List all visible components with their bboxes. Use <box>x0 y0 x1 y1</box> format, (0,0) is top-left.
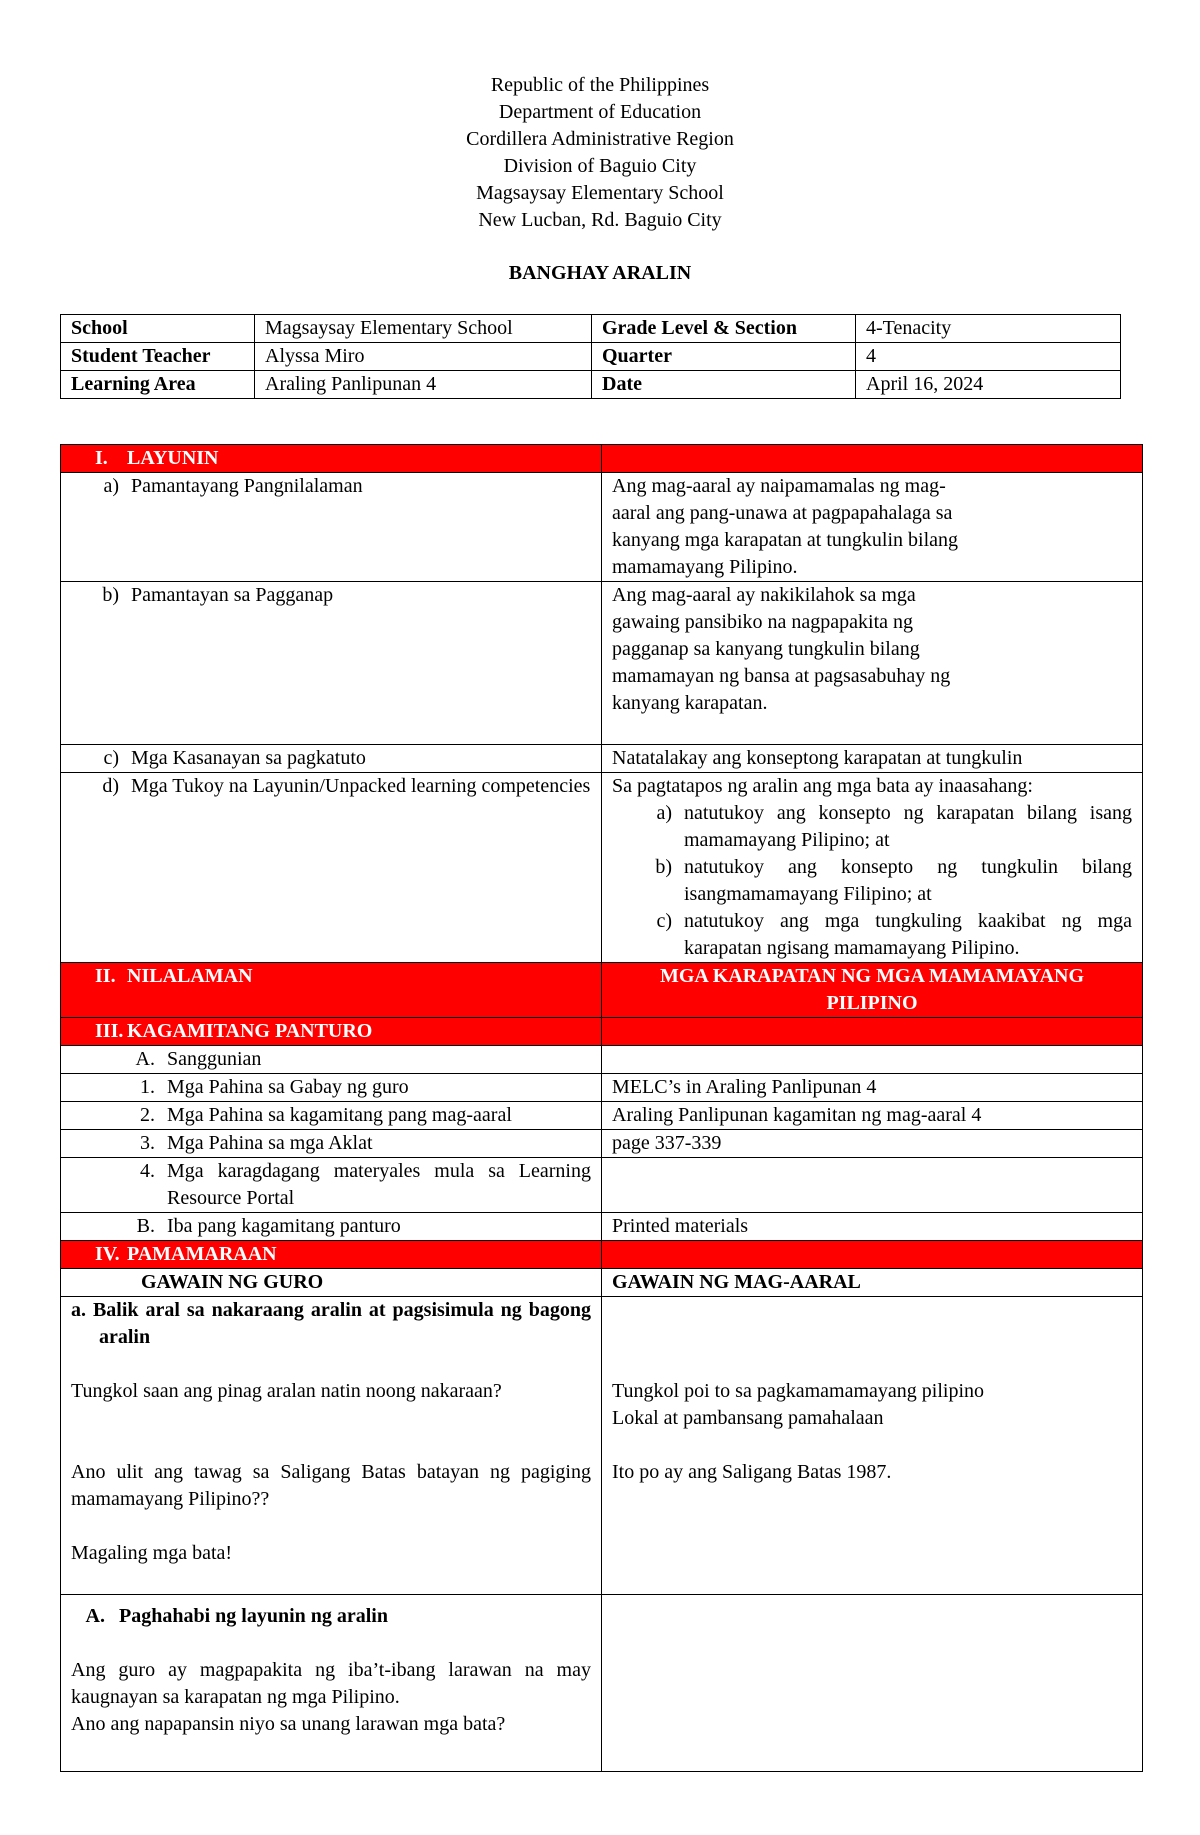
kagamitan-row <box>61 1130 1143 1158</box>
item-value: Araling Panlipunan kagamitan ng mag-aaral 4 <box>602 1102 1143 1130</box>
content-line: aaral ang pang-unawa at pagpapahalaga sa <box>612 502 953 524</box>
kagamitan-row <box>61 1074 1143 1102</box>
item-number: c) <box>103 747 119 769</box>
column-headers <box>61 1269 1143 1297</box>
item-value <box>602 1158 1143 1213</box>
layunin-row-a <box>61 473 1143 582</box>
paghahabi-row <box>61 1595 1143 1772</box>
item-number: A. <box>135 1048 155 1070</box>
school-label: School <box>61 315 255 343</box>
header-line-division: Division of Baguio City <box>503 155 697 177</box>
area-label: Learning Area <box>61 371 255 399</box>
objective-item: b) natutukoy ang konsepto ng tungkulin bilang isangmamamayang Filipino; at <box>655 856 1132 905</box>
info-row <box>61 315 1121 343</box>
balik-aral-title: a. Balik aral sa nakaraang aralin at pagsisimula ng bagong aralin <box>71 1299 591 1348</box>
layunin-row-d <box>61 773 1143 963</box>
objective-item: c) natutukoy ang mga tungkuling kaakibat ng mga karapatan ngisang mamamayang Pilipino. <box>656 910 1132 959</box>
lesson-plan-table <box>60 444 1143 1772</box>
header-line-school: Magsaysay Elementary School <box>476 182 724 204</box>
section-header-layunin <box>61 445 1143 473</box>
item-number: a) <box>103 475 119 497</box>
item-number: 1. <box>140 1076 155 1098</box>
grade-label: Grade Level & Section <box>592 315 856 343</box>
header-line-republic: Republic of the Philippines <box>490 74 710 96</box>
section-title: KAGAMITANG PANTURO <box>127 1020 373 1042</box>
teacher-label: Student Teacher <box>61 343 255 371</box>
section-value: MGA KARAPATAN NG MGA MAMAMAYANG PILIPINO <box>602 963 1143 1018</box>
item-value: Printed materials <box>602 1213 1143 1241</box>
content-line: mamamayang Pilipino. <box>612 556 798 578</box>
objective-item: a) natutukoy ang konsepto ng karapatan bilang isang mamamayang Pilipino; at <box>656 802 1132 851</box>
layunin-row-b <box>61 582 1143 745</box>
section-title: NILALAMAN <box>127 965 253 987</box>
item-label: Pamantayan sa Pagganap <box>131 584 334 606</box>
section-number: II. <box>95 965 116 987</box>
item-value: page 337-339 <box>602 1130 1143 1158</box>
info-row <box>61 343 1121 371</box>
item-number: 2. <box>140 1104 155 1126</box>
item-value: MELC’s in Araling Panlipunan 4 <box>602 1074 1143 1102</box>
item-number: 3. <box>140 1132 155 1154</box>
content-line: mamamayan ng bansa at pagsasabuhay ng <box>612 665 951 687</box>
quarter-value: 4 <box>856 343 1121 371</box>
student-answer-1: Tungkol poi to sa pagkamamamayang pilipino <box>612 1380 985 1402</box>
paghahabi-question: Ano ang napapansin niyo sa unang larawan mga bata? <box>71 1713 506 1735</box>
item-label: Mga Kasanayan sa pagkatuto <box>131 747 366 769</box>
grade-value: 4-Tenacity <box>856 315 1121 343</box>
quarter-label: Quarter <box>592 343 856 371</box>
balik-aral-row <box>61 1297 1143 1595</box>
student-answer-2: Ito po ay ang Saligang Batas 1987. <box>612 1461 892 1483</box>
content-line: Ang mag-aaral ay nakikilahok sa mga <box>612 584 916 606</box>
teacher-question-1: Tungkol saan ang pinag aralan natin noong nakaraan? <box>71 1380 502 1402</box>
date-value: April 16, 2024 <box>856 371 1121 399</box>
section-number: I. <box>95 447 108 469</box>
student-answer-1b: Lokal at pambansang pamahalaan <box>612 1407 884 1429</box>
info-row <box>61 371 1121 399</box>
content-line: kanyang mga karapatan at tungkulin bilang <box>612 529 959 551</box>
section-title: PAMAMARAAN <box>127 1243 277 1265</box>
item-value: Natatalakay ang konseptong karapatan at tungkulin <box>602 745 1143 773</box>
content-line: Ang mag-aaral ay naipamamalas ng mag- <box>612 475 946 497</box>
item-label: Mga Pahina sa mga Aklat <box>167 1132 373 1154</box>
paghahabi-title: Paghahabi ng layunin ng aralin <box>119 1605 388 1627</box>
kagamitan-row-b <box>61 1213 1143 1241</box>
kagamitan-row <box>61 1102 1143 1130</box>
kagamitan-row-a <box>61 1046 1143 1074</box>
column-header-guro: GAWAIN NG GURO <box>141 1271 324 1293</box>
item-number: 4. <box>140 1160 155 1182</box>
section-title: LAYUNIN <box>127 447 219 469</box>
item-number: d) <box>102 775 119 797</box>
item-label: Sanggunian <box>167 1048 262 1070</box>
column-header-magaaral: GAWAIN NG MAG-AARAL <box>602 1269 1143 1297</box>
section-number: III. <box>95 1020 124 1042</box>
item-number: B. <box>136 1215 155 1237</box>
kagamitan-row <box>61 1158 1143 1213</box>
teacher-question-2: Ano ulit ang tawag sa Saligang Batas batayan ng pagiging mamamayang Pilipino?? <box>71 1461 591 1510</box>
school-value: Magsaysay Elementary School <box>255 315 592 343</box>
document-header <box>0 72 1200 234</box>
section-header-nilalaman <box>61 963 1143 1018</box>
content-line: gawaing pansibiko na nagpapakita ng <box>612 611 914 633</box>
teacher-value: Alyssa Miro <box>255 343 592 371</box>
content-line: kanyang karapatan. <box>612 692 768 714</box>
paghahabi-text: Ang guro ay magpapakita ng iba’t-ibang larawan na may kaugnayan sa karapatan ng mga Pilipino. <box>71 1659 591 1708</box>
layunin-row-c <box>61 745 1143 773</box>
header-line-department: Department of Education <box>498 101 702 123</box>
section-number: IV. <box>95 1243 120 1265</box>
item-label: Iba pang kagamitang panturo <box>167 1215 401 1237</box>
header-line-address: New Lucban, Rd. Baguio City <box>478 209 722 231</box>
info-table <box>60 314 1121 399</box>
paghahabi-heading <box>71 1603 591 1630</box>
header-line-region: Cordillera Administrative Region <box>466 128 734 150</box>
date-label: Date <box>592 371 856 399</box>
item-label: Pamantayang Pangnilalaman <box>131 475 363 497</box>
item-label: Mga Pahina sa Gabay ng guro <box>167 1076 409 1098</box>
item-label: Mga Tukoy na Layunin/Unpacked learning competencies <box>131 775 591 797</box>
teacher-praise: Magaling mga bata! <box>71 1542 233 1564</box>
section-header-pamamaraan <box>61 1241 1143 1269</box>
item-number: A. <box>85 1605 105 1627</box>
document-title: BANGHAY ARALIN <box>508 262 692 284</box>
area-value: Araling Panlipunan 4 <box>255 371 592 399</box>
item-label: Mga Pahina sa kagamitang pang mag-aaral <box>167 1104 512 1126</box>
content-line: pagganap sa kanyang tungkulin bilang <box>612 638 920 660</box>
item-label: Mga karagdagang materyales mula sa Learning Resource Portal <box>167 1160 591 1209</box>
objectives-intro: Sa pagtatapos ng aralin ang mga bata ay inaasahang: <box>612 775 1033 797</box>
section-header-kagamitan <box>61 1018 1143 1046</box>
item-number: b) <box>102 584 119 606</box>
